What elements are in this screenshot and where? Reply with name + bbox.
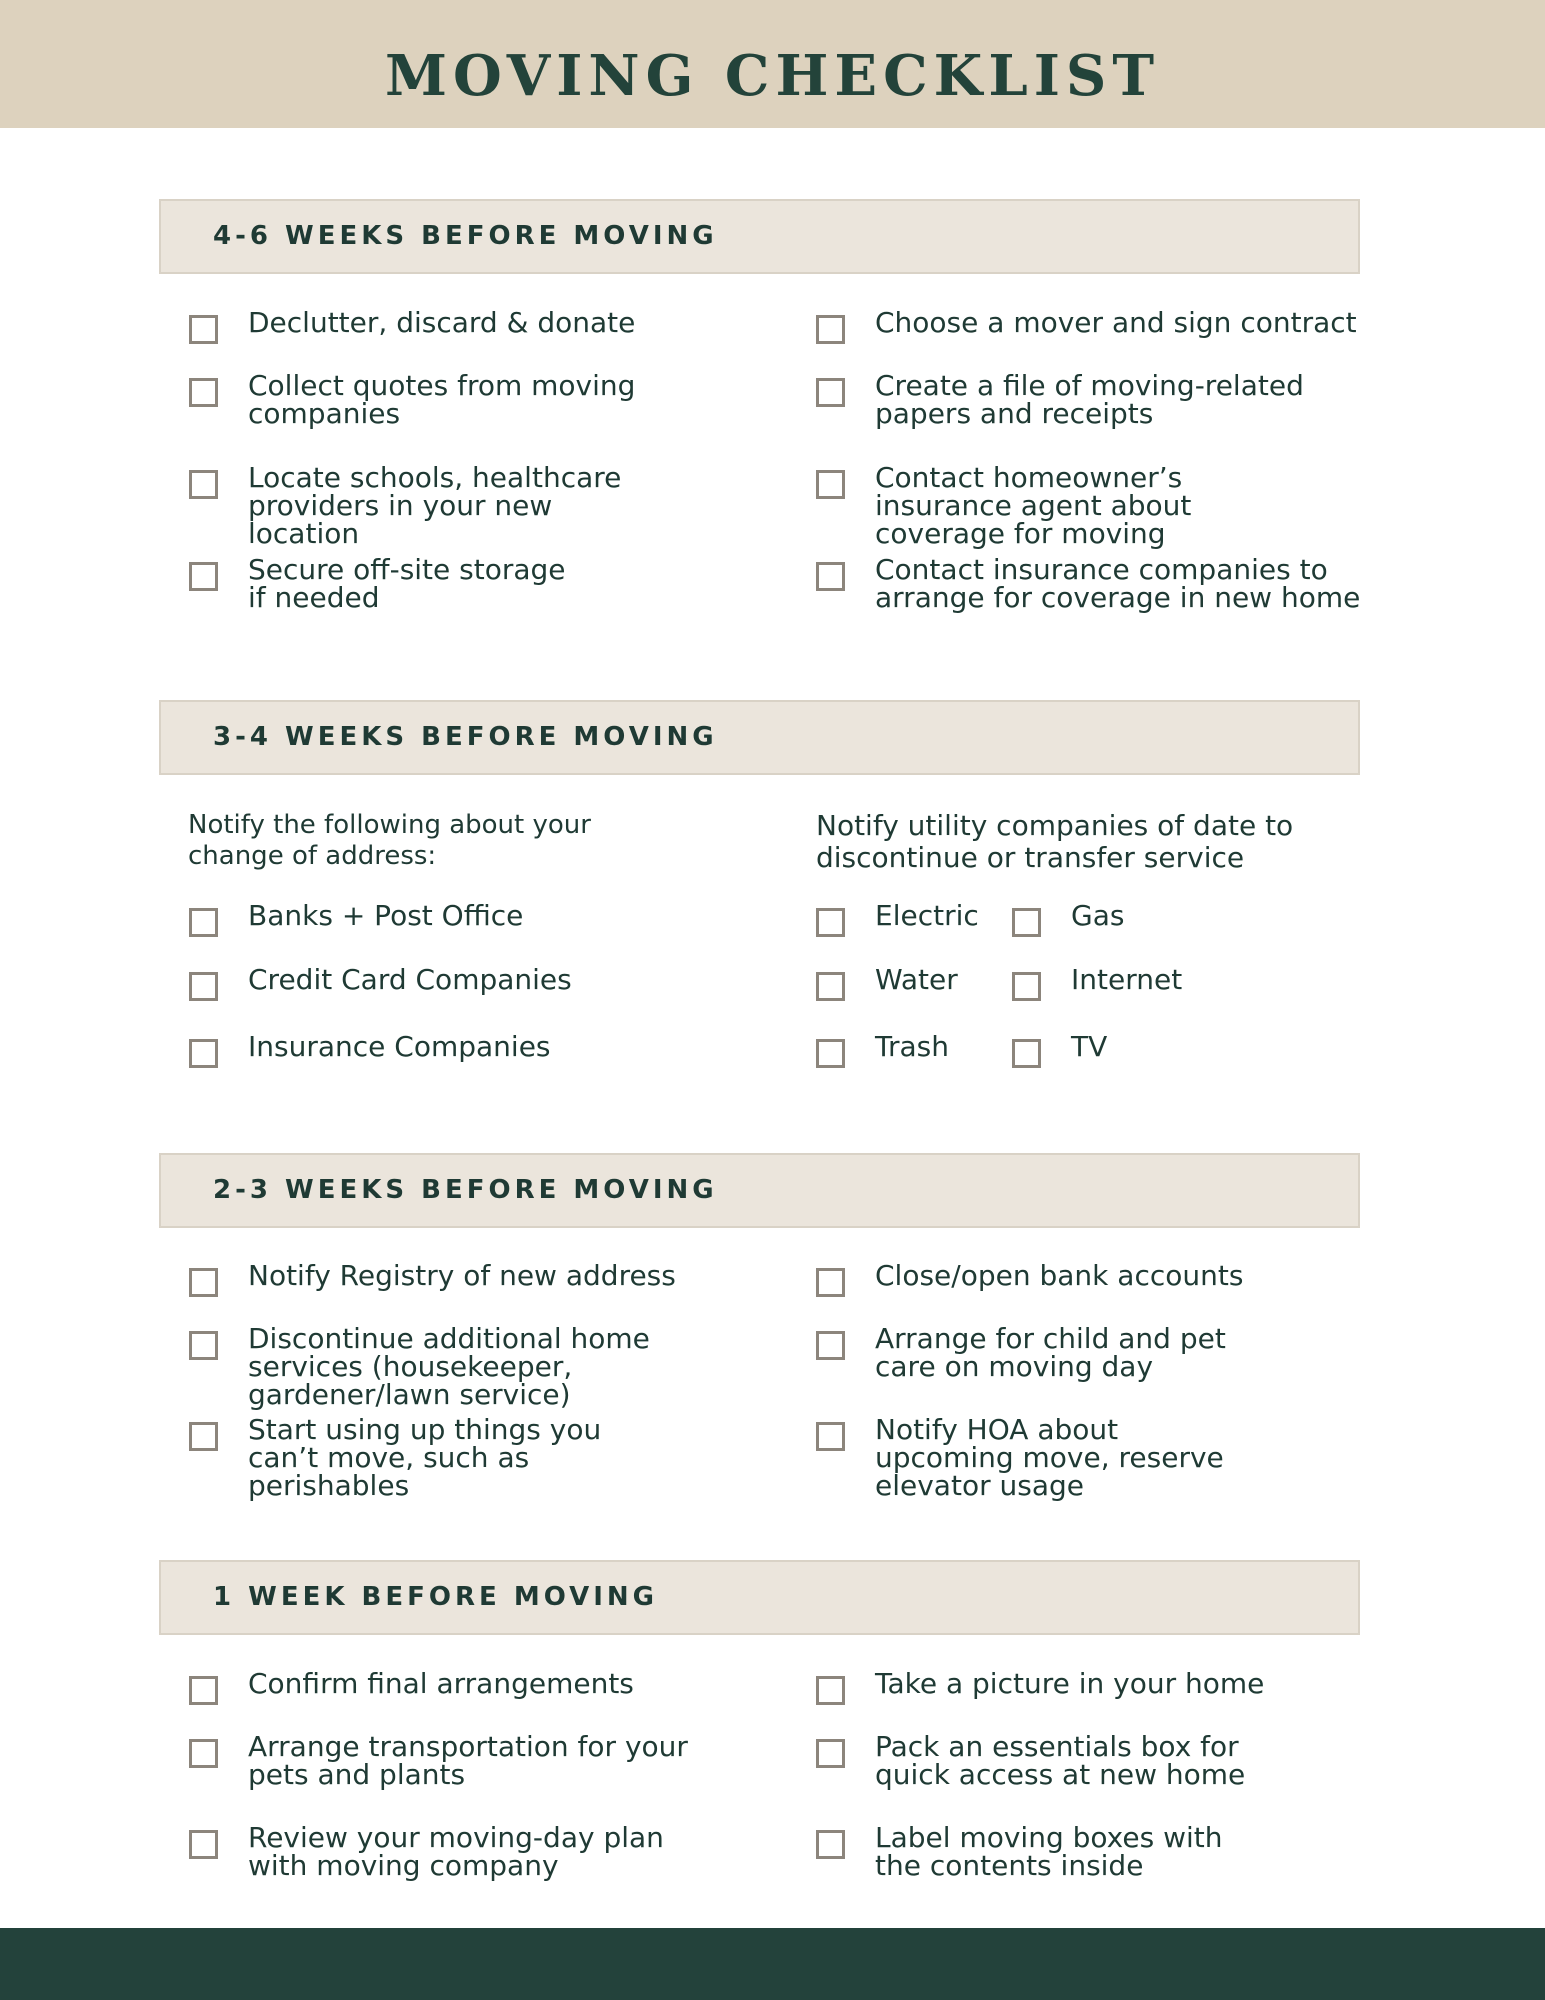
section-header-1-week: [159, 1560, 1360, 1635]
section-heading: 4-6 WEEKS BEFORE MOVING: [213, 221, 718, 251]
item-label: Discontinue additional home services (housekeeper, gardener/lawn service): [248, 1322, 650, 1411]
item-label: Insurance Companies: [248, 1030, 551, 1063]
checkbox[interactable]: [189, 972, 218, 1001]
checkbox[interactable]: [189, 1830, 218, 1859]
page-title: MOVING CHECKLIST: [384, 43, 1161, 109]
checkbox[interactable]: [816, 1739, 845, 1768]
item-label: Banks + Post Office: [248, 899, 524, 932]
section-heading: 3-4 WEEKS BEFORE MOVING: [213, 722, 718, 752]
item-label: Water: [875, 963, 958, 996]
section-header-4-6-weeks: [159, 199, 1360, 274]
item-label: Notify HOA about upcoming move, reserve elevator usage: [875, 1413, 1224, 1502]
checkbox[interactable]: [189, 1331, 218, 1360]
utility-note: Notify utility companies of date to discontinue or transfer service: [816, 809, 1294, 874]
item-label: Create a file of moving-related papers and receipts: [875, 369, 1304, 430]
item-label: Take a picture in your home: [875, 1667, 1265, 1700]
section-header-2-3-weeks: [159, 1153, 1360, 1228]
checkbox[interactable]: [189, 1039, 218, 1068]
checkbox[interactable]: [189, 1268, 218, 1297]
checkbox[interactable]: [189, 562, 218, 591]
section-header-3-4-weeks: [159, 700, 1360, 775]
address-change-note: Notify the following about your change of address:: [188, 810, 591, 871]
section-heading: 1 WEEK BEFORE MOVING: [213, 1582, 658, 1612]
checkbox[interactable]: [816, 1331, 845, 1360]
checkbox[interactable]: [189, 1422, 218, 1451]
item-label: Pack an essentials box for quick access at new home: [875, 1730, 1246, 1791]
item-label: Internet: [1071, 963, 1183, 996]
item-label: Credit Card Companies: [248, 963, 572, 996]
item-label: Arrange transportation for your pets and plants: [248, 1730, 688, 1791]
item-label: Collect quotes from moving companies: [248, 369, 636, 430]
checkbox[interactable]: [189, 378, 218, 407]
item-label: Label moving boxes with the contents inside: [875, 1821, 1223, 1882]
checkbox[interactable]: [816, 908, 845, 937]
item-label: Contact homeowner’s insurance agent about coverage for moving: [875, 461, 1192, 550]
item-label: Contact insurance companies to arrange for coverage in new home: [875, 553, 1361, 614]
checkbox[interactable]: [189, 470, 218, 499]
item-label: Choose a mover and sign contract: [875, 306, 1357, 339]
item-label: Trash: [875, 1030, 949, 1063]
item-label: TV: [1071, 1030, 1108, 1063]
checkbox[interactable]: [1012, 1039, 1041, 1068]
checkbox[interactable]: [1012, 908, 1041, 937]
item-label: Declutter, discard & donate: [248, 306, 636, 339]
checkbox[interactable]: [816, 1039, 845, 1068]
item-label: Confirm final arrangements: [248, 1667, 634, 1700]
item-label: Arrange for child and pet care on moving day: [875, 1322, 1226, 1383]
item-label: Electric: [875, 899, 979, 932]
checkbox[interactable]: [189, 315, 218, 344]
item-label: Notify Registry of new address: [248, 1259, 676, 1292]
checkbox[interactable]: [816, 1422, 845, 1451]
checkbox[interactable]: [816, 315, 845, 344]
item-label: Secure off-site storage if needed: [248, 553, 566, 614]
item-label: Review your moving-day plan with moving company: [248, 1821, 664, 1882]
checkbox[interactable]: [816, 378, 845, 407]
item-label: Gas: [1071, 899, 1125, 932]
checkbox[interactable]: [189, 1739, 218, 1768]
section-heading: 2-3 WEEKS BEFORE MOVING: [213, 1175, 718, 1205]
item-label: Close/open bank accounts: [875, 1259, 1244, 1292]
item-label: Locate schools, healthcare providers in your new location: [248, 461, 622, 550]
checkbox[interactable]: [816, 1830, 845, 1859]
checkbox[interactable]: [816, 562, 845, 591]
checkbox[interactable]: [816, 972, 845, 1001]
checkbox[interactable]: [189, 908, 218, 937]
checkbox[interactable]: [816, 470, 845, 499]
checkbox[interactable]: [1012, 972, 1041, 1001]
checkbox[interactable]: [816, 1676, 845, 1705]
item-label: Start using up things you can’t move, such as perishables: [248, 1413, 602, 1502]
footer-bar: [0, 1928, 1545, 2000]
checkbox[interactable]: [816, 1268, 845, 1297]
checkbox[interactable]: [189, 1676, 218, 1705]
